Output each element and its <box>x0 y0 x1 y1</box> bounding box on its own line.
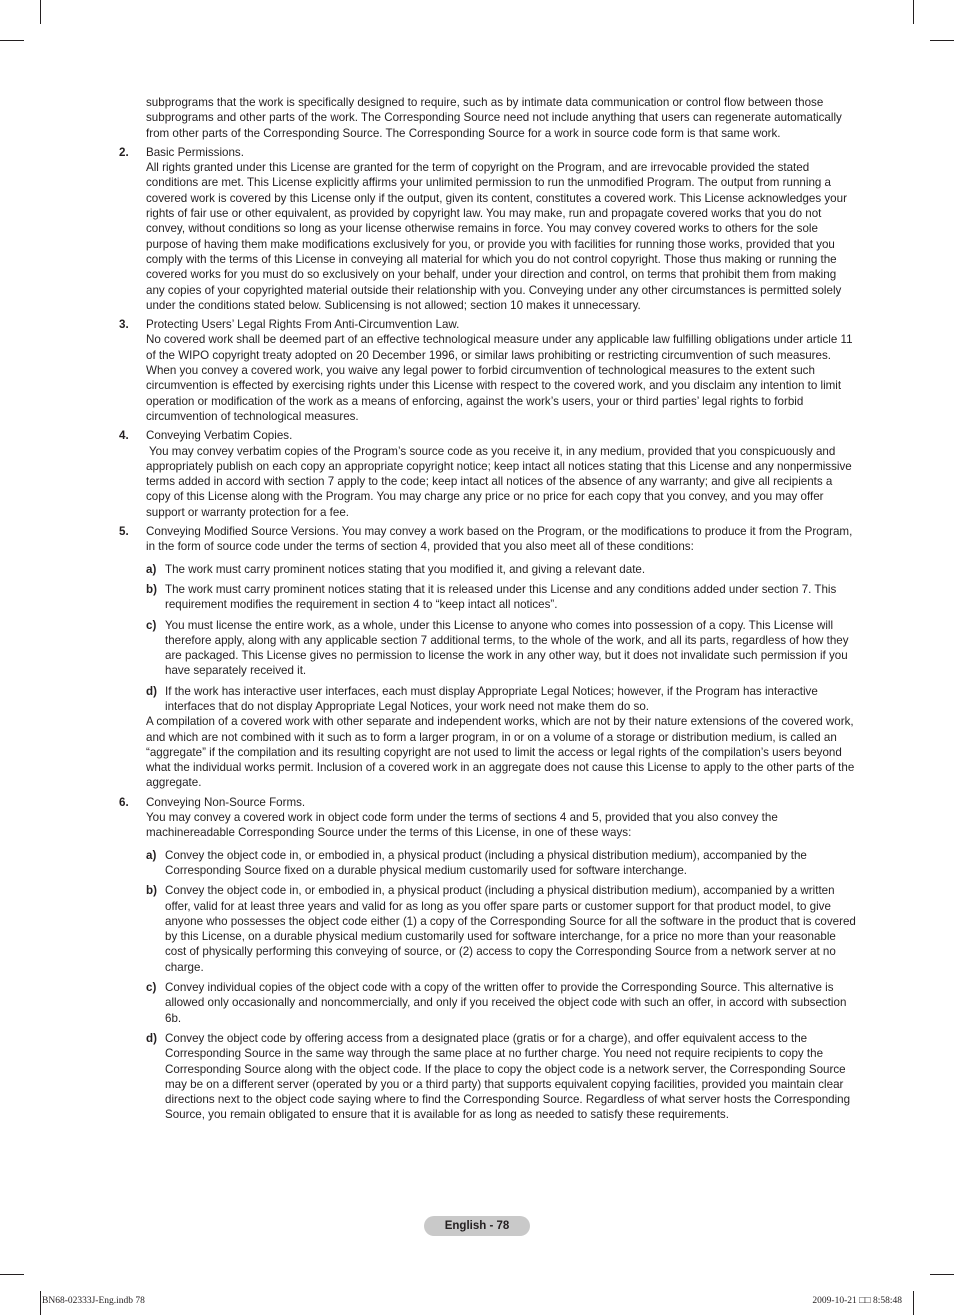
crop-mark <box>40 0 41 24</box>
section-body: You may convey verbatim copies of the Program’s source code as you receive it, in any medium, provided that you conspicuously and appropriately publish on each copy an appropriate copyright notice; keep intact all notices stating that this License and any nonpermissive terms added in accord with section 7 apply to the code; keep intact all notices of the absence of any warranty; and give all recipients a copy of this License along with the Program. You may charge any price or no price for each copy that you convey, and you may offer support or warranty protection for a fee. <box>146 444 852 519</box>
aggregate-paragraph: A compilation of a covered work with other separate and independent works, which are not by their nature extensions of the covered work, and which are not combined with it such as to form a larger program, in or on a volume of a storage or distribution medium, is called an “aggregate” if the compilation and its resulting copyright are not used to limit the access or legal rights of the compilation’s users beyond what the individual works permit. Inclusion of a covered work in an aggregate does not cause this License to apply to the other parts of the aggregate. <box>146 715 855 790</box>
item-letter: b) <box>146 884 157 898</box>
item-letter: b) <box>146 582 157 596</box>
crop-mark <box>0 1274 24 1275</box>
list-item <box>146 980 857 1026</box>
item-letter: a) <box>146 562 157 576</box>
crop-mark <box>913 0 914 24</box>
item-text: Convey the object code in, or embodied in, a physical product (including a physical distribution medium), accompanied by a written offer, valid for at least three years and valid for as long as you offer spare parts or customer support for that product model, to give anyone who possesses the object code either (1) a copy of the Corresponding Source for all the software in the product that is covered by this License, on a durable physical medium customarily used for software interchange, for a price no more than your reasonable cost of physically performing this conveying of source, or (2) access to copy the Corresponding Source from a network server at no charge. <box>165 884 856 974</box>
section-3 <box>119 317 857 424</box>
list-item <box>146 1031 857 1123</box>
list-item <box>146 618 857 679</box>
license-text <box>119 95 857 1123</box>
list-item <box>146 883 857 975</box>
section-heading: Protecting Users’ Legal Rights From Anti-Circumvention Law. <box>146 318 460 332</box>
section-number: 2. <box>119 145 129 159</box>
section-5 <box>119 524 857 791</box>
conveyance-list <box>146 848 857 1123</box>
section-heading: Basic Permissions. <box>146 145 244 159</box>
crop-mark <box>0 40 24 41</box>
item-letter: c) <box>146 618 157 632</box>
page-number-label: English - 78 <box>424 1216 530 1236</box>
list-item <box>146 582 857 613</box>
section-heading: Conveying Modified Source Versions. You may convey a work based on the Program, or the modifications to produce it from the Program, in the form of source code under the terms of section 4, provided that you also meet all of these conditions: <box>146 525 853 554</box>
item-letter: d) <box>146 1031 157 1045</box>
item-text: Convey the object code in, or embodied in, a physical product (including a physical distribution medium), accompanied by the Corresponding Source fixed on a durable physical medium customarily used for software interchange. <box>165 848 807 877</box>
section-number: 6. <box>119 795 129 809</box>
section-6 <box>119 795 857 1123</box>
section-body: All rights granted under this License are granted for the term of copyright on the Program, and are irrevocable provided the stated conditions are met. This License explicitly affirms your unlimited permission to run the unmodified Program. The output from running a covered work is covered by this License only if the output, given its content, constitutes a covered work. This License acknowledges your rights of fair use or other equivalent, as provided by copyright law. You may make, run and propagate covered works that you do not convey, without conditions so long as your license otherwise remains in force. You may convey covered works to others for the sole purpose of having them make modifications exclusively for you, or provide you with facilities for running those works, provided that you comply with the terms of this License in conveying all material for which you do not control copyright. Those thus making or running the covered works for you must do so exclusively on your behalf, under your direction and control, on terms that prohibit them from making any copies of your copyrighted material outside their relationship with you. Conveying under any other circumstances is permitted solely under the conditions stated below. Sublicensing is not allowed; section 10 makes it unnecessary. <box>146 161 847 312</box>
item-text: The work must carry prominent notices stating that it is released under this License and any conditions added under section 7. This requirement modifies the requirement in section 4 to “keep intact all notices”. <box>165 582 837 612</box>
print-slug-file: BN68-02333J-Eng.indb 78 <box>42 1296 145 1306</box>
item-text: Convey the object code by offering access from a designated place (gratis or for a charge), and offer equivalent access to the Corresponding Source in the same way through the same place at no further charge. You need not require recipients to copy the Corresponding Source along with the object code. If the place to copy the object code is a network server, the Corresponding Source may be on a different server (operated by you or a third party) that supports equivalent copying facilities, provided you maintain clear directions next to the object code saying where to find the Corresponding Source. Regardless of what server hosts the Corresponding Source, you remain obligated to ensure that it is available for as long as needed to satisfy these requirements. <box>165 1031 851 1122</box>
item-letter: c) <box>146 981 157 995</box>
item-text: Convey individual copies of the object code with a copy of the written offer to provide the Corresponding Source. This alternative is allowed only occasionally and noncommercially, and only if you received the object code with such an offer, in accord with subsection 6b. <box>165 981 847 1025</box>
item-letter: d) <box>146 684 157 698</box>
section-body: You may convey a covered work in object code form under the terms of sections 4 and 5, provided that you also convey the machinereadable Corresponding Source under the terms of this License, in one of these ways: <box>146 811 778 840</box>
list-item <box>146 848 857 879</box>
item-letter: a) <box>146 848 157 862</box>
section-body: No covered work shall be deemed part of an effective technological measure under any applicable law fulfilling obligations under article 11 of the WIPO copyright treaty adopted on 20 December 1996, or similar laws prohibiting or restricting circumvention of such measures. When you convey a covered work, you waive any legal power to forbid circumvention of technological measures to the extent such circumvention is effected by exercising rights under this License with respect to the covered work, and you disclaim any intention to limit operation or modification of the work as a means of enforcing, against the work’s users, your or third parties’ legal rights to forbid circumvention of technological measures. <box>146 333 853 423</box>
list-item <box>146 684 857 715</box>
crop-mark <box>930 40 954 41</box>
section-number: 3. <box>119 318 129 332</box>
list-item <box>146 562 857 577</box>
section-4 <box>119 428 857 520</box>
section-2 <box>119 145 857 313</box>
crop-mark <box>913 1291 914 1315</box>
section-number: 5. <box>119 525 129 539</box>
crop-mark <box>930 1274 954 1275</box>
item-text: You must license the entire work, as a whole, under this License to anyone who comes into possession of a copy. This License will therefore apply, along with any applicable section 7 additional terms, to the whole of the work, and all its parts, regardless of how they are packaged. This License gives no permission to license the work in any other way, but it does not invalidate such permission if you have separately received it. <box>165 618 849 678</box>
item-text: If the work has interactive user interfaces, each must display Appropriate Legal Notices; however, if the Program has interactive interfaces that do not display Appropriate Legal Notices, your work need not make them do so. <box>165 684 818 713</box>
crop-mark <box>40 1291 41 1315</box>
print-slug-timestamp: 2009-10-21 □□ 8:58:48 <box>812 1296 902 1306</box>
section-heading: Conveying Verbatim Copies. <box>146 429 293 443</box>
section-heading: Conveying Non-Source Forms. <box>146 795 306 809</box>
condition-list <box>146 562 857 715</box>
item-text: The work must carry prominent notices stating that you modified it, and giving a relevant date. <box>165 562 646 576</box>
section-number: 4. <box>119 429 129 443</box>
intro-continuation: subprograms that the work is specifically designed to require, such as by intimate data communication or control flow between those subprograms and other parts of the work. The Corresponding Source need not include anything that users can regenerate automatically from other parts of the Corresponding Source. The Corresponding Source for a work in source code form is that same work. <box>146 96 842 140</box>
